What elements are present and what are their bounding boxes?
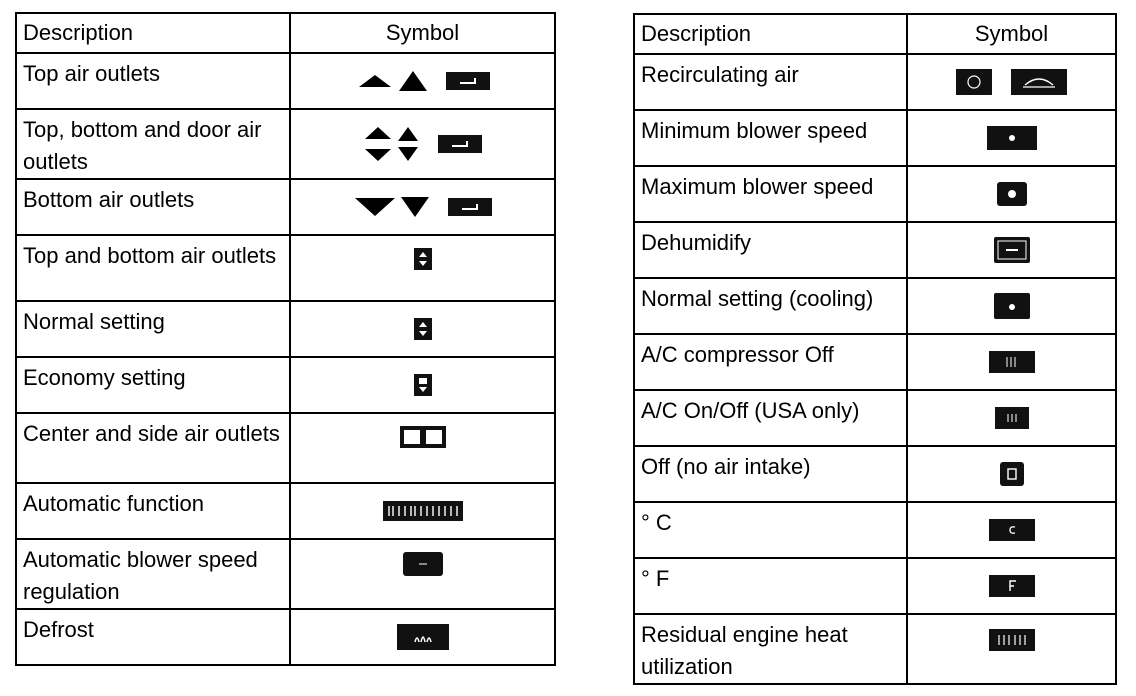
table-row	[634, 334, 1116, 390]
row-description: Automatic blower speed regulation	[16, 539, 290, 609]
ac-onoff-icon	[995, 407, 1029, 429]
row-description: Recirculating air	[634, 54, 907, 110]
recirculating-icon	[956, 69, 992, 95]
row-description: Bottom air outlets	[16, 179, 290, 235]
residual-heat-icon	[989, 629, 1035, 651]
screen-icon	[438, 135, 482, 153]
screen-icon	[446, 72, 490, 90]
row-description: Top and bottom air outlets	[16, 235, 290, 301]
row-description: Automatic function	[16, 483, 290, 539]
row-description: Normal setting	[16, 301, 290, 357]
min-blower-icon	[987, 126, 1037, 150]
row-description: Dehumidify	[634, 222, 907, 278]
table-row	[634, 222, 1116, 278]
bottom-air-outlet-icon	[353, 198, 492, 215]
table-row	[16, 539, 555, 609]
table-row	[634, 558, 1116, 614]
triangle-up-icon	[399, 71, 427, 91]
table-row	[16, 301, 555, 357]
row-description: Top, bottom and door air outlets	[16, 109, 290, 179]
header-symbol: Symbol	[290, 13, 555, 53]
automatic-function-icon	[383, 501, 463, 521]
table-row	[634, 614, 1116, 684]
header-description: Description	[634, 14, 907, 54]
center-side-icon	[400, 426, 446, 448]
table-row	[634, 110, 1116, 166]
row-description: A/C On/Off (USA only)	[634, 390, 907, 446]
row-description: ° C	[634, 502, 907, 558]
normal-cooling-icon	[994, 293, 1030, 319]
row-description: Economy setting	[16, 357, 290, 413]
screen-icon	[448, 198, 492, 216]
row-description: Top air outlets	[16, 53, 290, 109]
table-row	[16, 609, 555, 665]
top-bottom-icon	[414, 248, 432, 270]
row-description: A/C compressor Off	[634, 334, 907, 390]
row-description: Maximum blower speed	[634, 166, 907, 222]
table-row	[634, 390, 1116, 446]
row-description: Center and side air outlets	[16, 413, 290, 483]
dehumidify-icon	[994, 237, 1030, 263]
top-air-outlet-icon	[355, 72, 490, 89]
recirculating-car-icon	[1011, 69, 1067, 95]
symbol-table-right	[633, 13, 1117, 685]
row-description: ° F	[634, 558, 907, 614]
off-intake-icon	[1000, 462, 1024, 486]
ac-off-icon	[989, 351, 1035, 373]
table-row	[16, 413, 555, 483]
table-row	[16, 179, 555, 235]
header-symbol: Symbol	[907, 14, 1116, 54]
triangle-down-icon	[401, 197, 429, 217]
economy-setting-icon	[414, 374, 432, 396]
max-blower-icon	[997, 182, 1027, 206]
symbol-table-left	[15, 12, 556, 666]
celsius-icon	[989, 519, 1035, 541]
table-row	[16, 109, 555, 179]
table-row	[634, 502, 1116, 558]
fahrenheit-icon	[989, 575, 1035, 597]
row-description: Off (no air intake)	[634, 446, 907, 502]
table-row	[634, 446, 1116, 502]
table-row	[16, 357, 555, 413]
row-description: Normal setting (cooling)	[634, 278, 907, 334]
row-description: Defrost	[16, 609, 290, 665]
header-description: Description	[16, 13, 290, 53]
table-row	[16, 53, 555, 109]
row-description: Minimum blower speed	[634, 110, 907, 166]
table-row	[634, 278, 1116, 334]
table-row	[16, 483, 555, 539]
row-description: Residual engine heat utilization	[634, 614, 907, 684]
defrost-icon	[397, 624, 449, 650]
table-row	[634, 166, 1116, 222]
top-bottom-door-icon	[363, 135, 482, 152]
table-row	[16, 235, 555, 301]
normal-setting-icon	[414, 318, 432, 340]
auto-blower-icon	[403, 552, 443, 576]
table-row	[634, 54, 1116, 110]
